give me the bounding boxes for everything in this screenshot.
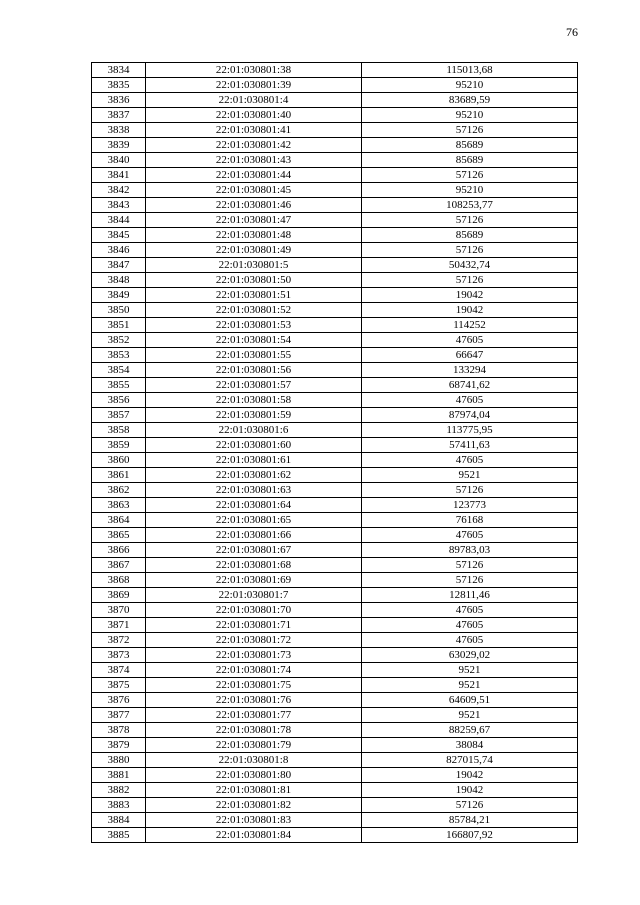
row-number-cell: 3851 <box>92 318 146 333</box>
row-number-cell: 3849 <box>92 288 146 303</box>
cadastral-number-cell: 22:01:030801:4 <box>146 93 362 108</box>
row-number-cell: 3841 <box>92 168 146 183</box>
row-number-cell: 3840 <box>92 153 146 168</box>
cadastral-number-cell: 22:01:030801:44 <box>146 168 362 183</box>
table-row <box>92 708 578 723</box>
cadastral-number-cell: 22:01:030801:6 <box>146 423 362 438</box>
cadastral-number-cell: 22:01:030801:62 <box>146 468 362 483</box>
value-cell: 57126 <box>362 798 578 813</box>
row-number-cell: 3873 <box>92 648 146 663</box>
table-row <box>92 108 578 123</box>
table-row <box>92 228 578 243</box>
row-number-cell: 3874 <box>92 663 146 678</box>
cadastral-number-cell: 22:01:030801:66 <box>146 528 362 543</box>
row-number-cell: 3843 <box>92 198 146 213</box>
row-number-cell: 3880 <box>92 753 146 768</box>
cadastral-number-cell: 22:01:030801:50 <box>146 273 362 288</box>
cadastral-number-cell: 22:01:030801:81 <box>146 783 362 798</box>
table-row <box>92 588 578 603</box>
value-cell: 12811,46 <box>362 588 578 603</box>
cadastral-number-cell: 22:01:030801:78 <box>146 723 362 738</box>
row-number-cell: 3856 <box>92 393 146 408</box>
value-cell: 83689,59 <box>362 93 578 108</box>
table-row <box>92 198 578 213</box>
cadastral-number-cell: 22:01:030801:58 <box>146 393 362 408</box>
value-cell: 115013,68 <box>362 63 578 78</box>
value-cell: 88259,67 <box>362 723 578 738</box>
row-number-cell: 3845 <box>92 228 146 243</box>
cadastral-number-cell: 22:01:030801:7 <box>146 588 362 603</box>
table-row <box>92 783 578 798</box>
cadastral-number-cell: 22:01:030801:61 <box>146 453 362 468</box>
table-row <box>92 363 578 378</box>
row-number-cell: 3866 <box>92 543 146 558</box>
table-row <box>92 63 578 78</box>
row-number-cell: 3863 <box>92 498 146 513</box>
value-cell: 47605 <box>362 528 578 543</box>
row-number-cell: 3855 <box>92 378 146 393</box>
value-cell: 57126 <box>362 558 578 573</box>
value-cell: 19042 <box>362 288 578 303</box>
value-cell: 89783,03 <box>362 543 578 558</box>
cadastral-number-cell: 22:01:030801:74 <box>146 663 362 678</box>
row-number-cell: 3834 <box>92 63 146 78</box>
cadastral-number-cell: 22:01:030801:71 <box>146 618 362 633</box>
table-row <box>92 498 578 513</box>
table-row <box>92 393 578 408</box>
cadastral-number-cell: 22:01:030801:56 <box>146 363 362 378</box>
value-cell: 47605 <box>362 393 578 408</box>
cadastral-number-cell: 22:01:030801:68 <box>146 558 362 573</box>
value-cell: 47605 <box>362 618 578 633</box>
table-row <box>92 78 578 93</box>
cadastral-number-cell: 22:01:030801:83 <box>146 813 362 828</box>
value-cell: 85689 <box>362 138 578 153</box>
cadastral-number-cell: 22:01:030801:47 <box>146 213 362 228</box>
row-number-cell: 3844 <box>92 213 146 228</box>
table-row <box>92 153 578 168</box>
table-row <box>92 603 578 618</box>
table-row <box>92 423 578 438</box>
row-number-cell: 3860 <box>92 453 146 468</box>
table-row <box>92 558 578 573</box>
row-number-cell: 3877 <box>92 708 146 723</box>
value-cell: 9521 <box>362 678 578 693</box>
cadastral-number-cell: 22:01:030801:38 <box>146 63 362 78</box>
row-number-cell: 3881 <box>92 768 146 783</box>
table-row <box>92 528 578 543</box>
table-row <box>92 273 578 288</box>
cadastral-number-cell: 22:01:030801:60 <box>146 438 362 453</box>
table-row <box>92 663 578 678</box>
value-cell: 57126 <box>362 243 578 258</box>
cadastral-number-cell: 22:01:030801:76 <box>146 693 362 708</box>
table-row <box>92 483 578 498</box>
row-number-cell: 3835 <box>92 78 146 93</box>
table-row <box>92 693 578 708</box>
value-cell: 166807,92 <box>362 828 578 843</box>
row-number-cell: 3867 <box>92 558 146 573</box>
cadastral-number-cell: 22:01:030801:39 <box>146 78 362 93</box>
table-row <box>92 798 578 813</box>
value-cell: 66647 <box>362 348 578 363</box>
table-row <box>92 333 578 348</box>
cadastral-number-cell: 22:01:030801:73 <box>146 648 362 663</box>
row-number-cell: 3857 <box>92 408 146 423</box>
value-cell: 133294 <box>362 363 578 378</box>
row-number-cell: 3868 <box>92 573 146 588</box>
table-row <box>92 648 578 663</box>
table-row <box>92 678 578 693</box>
row-number-cell: 3865 <box>92 528 146 543</box>
value-cell: 9521 <box>362 468 578 483</box>
value-cell: 114252 <box>362 318 578 333</box>
table-row <box>92 213 578 228</box>
cadastral-number-cell: 22:01:030801:8 <box>146 753 362 768</box>
cadastral-value-table <box>91 62 578 843</box>
row-number-cell: 3878 <box>92 723 146 738</box>
row-number-cell: 3875 <box>92 678 146 693</box>
table-row <box>92 348 578 363</box>
cadastral-number-cell: 22:01:030801:45 <box>146 183 362 198</box>
value-cell: 57126 <box>362 168 578 183</box>
cadastral-number-cell: 22:01:030801:46 <box>146 198 362 213</box>
value-cell: 85784,21 <box>362 813 578 828</box>
row-number-cell: 3883 <box>92 798 146 813</box>
value-cell: 85689 <box>362 153 578 168</box>
row-number-cell: 3852 <box>92 333 146 348</box>
row-number-cell: 3870 <box>92 603 146 618</box>
table-body <box>92 63 578 843</box>
value-cell: 108253,77 <box>362 198 578 213</box>
cadastral-number-cell: 22:01:030801:77 <box>146 708 362 723</box>
cadastral-number-cell: 22:01:030801:65 <box>146 513 362 528</box>
cadastral-number-cell: 22:01:030801:64 <box>146 498 362 513</box>
value-cell: 95210 <box>362 183 578 198</box>
cadastral-number-cell: 22:01:030801:49 <box>146 243 362 258</box>
row-number-cell: 3854 <box>92 363 146 378</box>
cadastral-number-cell: 22:01:030801:48 <box>146 228 362 243</box>
value-cell: 87974,04 <box>362 408 578 423</box>
value-cell: 85689 <box>362 228 578 243</box>
cadastral-number-cell: 22:01:030801:41 <box>146 123 362 138</box>
value-cell: 47605 <box>362 333 578 348</box>
row-number-cell: 3876 <box>92 693 146 708</box>
cadastral-number-cell: 22:01:030801:69 <box>146 573 362 588</box>
cadastral-number-cell: 22:01:030801:67 <box>146 543 362 558</box>
row-number-cell: 3871 <box>92 618 146 633</box>
value-cell: 19042 <box>362 303 578 318</box>
row-number-cell: 3858 <box>92 423 146 438</box>
row-number-cell: 3879 <box>92 738 146 753</box>
cadastral-number-cell: 22:01:030801:57 <box>146 378 362 393</box>
table-row <box>92 618 578 633</box>
table-row <box>92 408 578 423</box>
value-cell: 123773 <box>362 498 578 513</box>
page-number: 76 <box>566 25 578 39</box>
value-cell: 9521 <box>362 708 578 723</box>
value-cell: 38084 <box>362 738 578 753</box>
cadastral-number-cell: 22:01:030801:5 <box>146 258 362 273</box>
cadastral-number-cell: 22:01:030801:75 <box>146 678 362 693</box>
row-number-cell: 3859 <box>92 438 146 453</box>
row-number-cell: 3885 <box>92 828 146 843</box>
table-row <box>92 723 578 738</box>
cadastral-number-cell: 22:01:030801:63 <box>146 483 362 498</box>
value-cell: 19042 <box>362 768 578 783</box>
cadastral-number-cell: 22:01:030801:80 <box>146 768 362 783</box>
row-number-cell: 3853 <box>92 348 146 363</box>
value-cell: 76168 <box>362 513 578 528</box>
value-cell: 95210 <box>362 108 578 123</box>
table-row <box>92 258 578 273</box>
value-cell: 68741,62 <box>362 378 578 393</box>
row-number-cell: 3850 <box>92 303 146 318</box>
cadastral-number-cell: 22:01:030801:84 <box>146 828 362 843</box>
table-row <box>92 828 578 843</box>
table-row <box>92 93 578 108</box>
table-row <box>92 543 578 558</box>
value-cell: 50432,74 <box>362 258 578 273</box>
value-cell: 9521 <box>362 663 578 678</box>
value-cell: 827015,74 <box>362 753 578 768</box>
value-cell: 95210 <box>362 78 578 93</box>
table-row <box>92 123 578 138</box>
table-row <box>92 168 578 183</box>
table-row <box>92 438 578 453</box>
row-number-cell: 3864 <box>92 513 146 528</box>
cadastral-number-cell: 22:01:030801:43 <box>146 153 362 168</box>
table-row <box>92 183 578 198</box>
cadastral-number-cell: 22:01:030801:79 <box>146 738 362 753</box>
table-row <box>92 288 578 303</box>
value-cell: 57126 <box>362 213 578 228</box>
row-number-cell: 3884 <box>92 813 146 828</box>
value-cell: 19042 <box>362 783 578 798</box>
table-row <box>92 378 578 393</box>
row-number-cell: 3839 <box>92 138 146 153</box>
table-row <box>92 453 578 468</box>
row-number-cell: 3847 <box>92 258 146 273</box>
value-cell: 57126 <box>362 273 578 288</box>
cadastral-number-cell: 22:01:030801:55 <box>146 348 362 363</box>
value-cell: 57126 <box>362 483 578 498</box>
table-row <box>92 813 578 828</box>
row-number-cell: 3882 <box>92 783 146 798</box>
row-number-cell: 3862 <box>92 483 146 498</box>
row-number-cell: 3842 <box>92 183 146 198</box>
row-number-cell: 3869 <box>92 588 146 603</box>
row-number-cell: 3837 <box>92 108 146 123</box>
row-number-cell: 3848 <box>92 273 146 288</box>
cadastral-number-cell: 22:01:030801:51 <box>146 288 362 303</box>
cadastral-number-cell: 22:01:030801:53 <box>146 318 362 333</box>
table-row <box>92 573 578 588</box>
table-row <box>92 468 578 483</box>
value-cell: 113775,95 <box>362 423 578 438</box>
value-cell: 47605 <box>362 453 578 468</box>
value-cell: 63029,02 <box>362 648 578 663</box>
cadastral-number-cell: 22:01:030801:42 <box>146 138 362 153</box>
table-row <box>92 318 578 333</box>
table-row <box>92 633 578 648</box>
row-number-cell: 3838 <box>92 123 146 138</box>
cadastral-number-cell: 22:01:030801:59 <box>146 408 362 423</box>
row-number-cell: 3872 <box>92 633 146 648</box>
table-row <box>92 768 578 783</box>
value-cell: 47605 <box>362 633 578 648</box>
cadastral-number-cell: 22:01:030801:70 <box>146 603 362 618</box>
cadastral-number-cell: 22:01:030801:40 <box>146 108 362 123</box>
table-row <box>92 243 578 258</box>
value-cell: 57126 <box>362 573 578 588</box>
table-row <box>92 138 578 153</box>
cadastral-number-cell: 22:01:030801:54 <box>146 333 362 348</box>
table-row <box>92 303 578 318</box>
cadastral-number-cell: 22:01:030801:82 <box>146 798 362 813</box>
row-number-cell: 3861 <box>92 468 146 483</box>
cadastral-number-cell: 22:01:030801:52 <box>146 303 362 318</box>
row-number-cell: 3846 <box>92 243 146 258</box>
cadastral-number-cell: 22:01:030801:72 <box>146 633 362 648</box>
row-number-cell: 3836 <box>92 93 146 108</box>
value-cell: 57411,63 <box>362 438 578 453</box>
value-cell: 64609,51 <box>362 693 578 708</box>
value-cell: 57126 <box>362 123 578 138</box>
value-cell: 47605 <box>362 603 578 618</box>
table-row <box>92 753 578 768</box>
table-row <box>92 738 578 753</box>
table-row <box>92 513 578 528</box>
